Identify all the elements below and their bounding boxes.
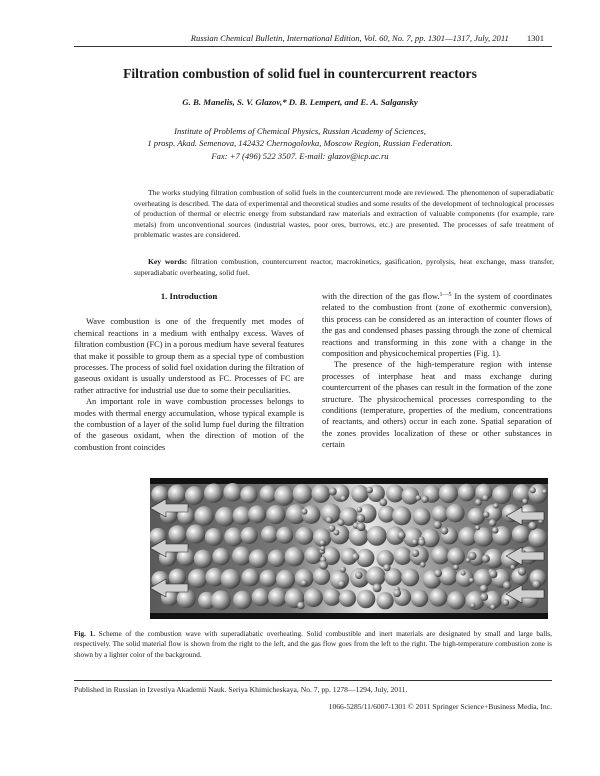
inert-ball bbox=[351, 485, 369, 503]
fuel-ball bbox=[416, 495, 421, 500]
keywords-text: filtration combustion, countercurrent reactor, macrokinetics, gasification, pyrolysis, heat exchange, mass transfer, superadiabatic overheating, solid fuel. bbox=[134, 257, 554, 277]
fuel-ball bbox=[379, 498, 387, 506]
fuel-ball bbox=[383, 564, 390, 571]
inert-ball bbox=[394, 547, 412, 565]
fuel-ball bbox=[518, 567, 526, 575]
right-column bbox=[322, 291, 552, 451]
fuel-ball bbox=[338, 519, 345, 526]
inert-ball bbox=[268, 588, 287, 607]
fuel-ball bbox=[480, 585, 488, 593]
fuel-ball bbox=[301, 508, 307, 514]
caption-text: Scheme of the combustion wave with superadiabatic overheating. Solid combustible and inert materials are designated by small and large balls, respectively. The solid material flow is shown from the right to the left, and the gas flow goes from the left to the right. The high-temperature combustion zone is shown by a lighter color of the background. bbox=[74, 629, 552, 659]
combustion-wave-figure bbox=[150, 476, 548, 621]
inert-ball bbox=[474, 527, 493, 546]
reactor-wall-top bbox=[150, 478, 548, 484]
reference-superscript: 1—5 bbox=[439, 292, 452, 298]
inert-ball bbox=[169, 569, 186, 586]
fuel-ball bbox=[434, 569, 442, 577]
footer-rule bbox=[74, 680, 552, 681]
fuel-ball bbox=[319, 540, 326, 547]
fuel-ball bbox=[490, 604, 495, 609]
fuel-ball bbox=[357, 522, 366, 531]
fuel-ball bbox=[510, 565, 515, 570]
fuel-ball bbox=[493, 503, 498, 508]
inert-ball bbox=[311, 484, 330, 503]
fuel-ball bbox=[475, 499, 482, 506]
inert-ball bbox=[240, 527, 257, 544]
fuel-ball bbox=[480, 593, 488, 601]
fuel-ball bbox=[355, 571, 363, 579]
inert-ball bbox=[268, 550, 286, 568]
inert-ball bbox=[276, 527, 293, 544]
fuel-ball bbox=[528, 522, 537, 531]
inert-ball bbox=[357, 590, 376, 609]
inert-ball bbox=[168, 525, 186, 543]
keywords-label: Key words: bbox=[148, 257, 188, 266]
fuel-ball bbox=[482, 555, 490, 563]
fuel-ball bbox=[393, 589, 401, 597]
fuel-ball bbox=[503, 599, 510, 606]
publication-note: Published in Russian in Izvestiya Akademii Nauk. Seriya Khimicheskaya, No. 7, pp. 1278—1294, July, 2011. bbox=[74, 685, 408, 694]
inert-ball bbox=[215, 507, 235, 527]
fuel-ball bbox=[301, 579, 308, 586]
paragraph: The presence of the high-temperature region with intense processes of interphase heat and mass exchange during countercurrent of the phases can result in the formation of the zone structure. The physicochemical processes corresponding to the conditions (temperature, properties of the medium, concentrations of reactants, and others) occur in each zone. Spatial separation of the zones provides localization of these or other substances in certain bbox=[322, 360, 552, 450]
fuel-ball bbox=[319, 561, 328, 570]
inert-ball bbox=[366, 567, 386, 587]
fuel-ball bbox=[470, 603, 475, 608]
inert-ball bbox=[186, 524, 205, 543]
section-heading: 1. Introduction bbox=[160, 291, 218, 301]
inert-ball bbox=[248, 505, 266, 523]
fuel-ball bbox=[341, 495, 347, 501]
fuel-ball bbox=[418, 539, 425, 546]
fuel-ball bbox=[421, 496, 428, 503]
inert-ball bbox=[211, 590, 231, 610]
inert-ball bbox=[204, 483, 223, 502]
inert-ball bbox=[458, 484, 476, 502]
inert-ball bbox=[313, 568, 330, 585]
fuel-ball bbox=[453, 564, 459, 570]
fuel-ball bbox=[357, 507, 363, 513]
inert-ball bbox=[205, 528, 223, 546]
inert-ball bbox=[401, 487, 419, 505]
inert-ball bbox=[221, 569, 241, 589]
inert-ball bbox=[304, 588, 323, 607]
inert-ball bbox=[305, 547, 322, 564]
inert-ball bbox=[266, 505, 285, 524]
inert-ball bbox=[429, 588, 447, 606]
fuel-ball bbox=[489, 519, 497, 527]
keywords bbox=[134, 257, 554, 278]
fuel-ball bbox=[397, 531, 405, 539]
inert-ball bbox=[293, 484, 313, 504]
fuel-ball bbox=[338, 580, 345, 587]
fuel-ball bbox=[433, 521, 441, 529]
journal-citation: Russian Chemical Bulletin, International Edition, Vol. 60, No. 7, pp. 1301—1317, July, 2011 bbox=[190, 33, 509, 43]
fuel-ball bbox=[373, 583, 382, 592]
fuel-ball bbox=[530, 487, 536, 493]
inert-ball bbox=[194, 550, 213, 569]
inert-ball bbox=[232, 546, 251, 565]
inert-ball bbox=[223, 483, 241, 501]
inert-ball bbox=[185, 486, 204, 505]
inert-ball bbox=[274, 486, 294, 506]
inert-ball bbox=[447, 548, 465, 566]
paragraph bbox=[322, 291, 552, 359]
paragraph: An important role in wave combustion processes belongs to modes with thermal energy accumulation, whose typical example is the combustion of a layer of the solid lump fuel during the filtration of the gaseous oxidant, when the direction of motion of the combustion front coincides bbox=[74, 397, 304, 452]
fuel-ball bbox=[352, 553, 359, 560]
fuel-ball bbox=[297, 602, 304, 609]
inert-ball bbox=[439, 484, 458, 503]
inert-ball bbox=[240, 486, 257, 503]
inert-ball bbox=[528, 528, 547, 547]
affiliation-line-3: Fax: +7 (496) 522 3507. E-mail: glazov@icp.ac.ru bbox=[211, 150, 389, 161]
fuel-ball bbox=[489, 570, 497, 578]
inert-ball bbox=[285, 547, 305, 567]
inert-ball bbox=[492, 485, 511, 504]
inert-ball bbox=[447, 591, 465, 609]
inert-ball bbox=[261, 526, 278, 543]
fuel-ball bbox=[356, 514, 365, 523]
article-title: Filtration combustion of solid fuel in countercurrent reactors bbox=[123, 66, 477, 81]
inert-ball bbox=[188, 569, 207, 588]
inert-ball bbox=[392, 506, 411, 525]
fuel-ball bbox=[475, 525, 480, 530]
inert-ball bbox=[446, 504, 465, 523]
fuel-ball bbox=[441, 527, 449, 535]
inert-ball bbox=[276, 570, 295, 589]
inert-ball bbox=[212, 548, 230, 566]
inert-ball bbox=[224, 527, 243, 546]
left-column bbox=[74, 291, 304, 453]
paragraph-text: In the system of coordinates related to the combustion front (zone of exothermic conversion), this process can be considered as an interaction of counter flows of the gas and condensed phases passing through the zone of chemical reactions and transforming in this zone with a change in the composition and physicochemical properties (Fig. 1). bbox=[322, 292, 552, 359]
paragraph-text: with the direction of the gas flow. bbox=[322, 292, 440, 301]
author-list: G. B. Manelis, S. V. Glazov,* D. B. Lempert, and E. A. Salgansky bbox=[182, 97, 418, 107]
page-number: 1301 bbox=[526, 33, 544, 43]
inert-ball bbox=[241, 568, 259, 586]
inert-ball bbox=[411, 590, 428, 607]
issn-copyright: 1066-5285/11/6007-1301 © 2011 Springer Science+Business Media, Inc. bbox=[328, 702, 552, 711]
inert-ball bbox=[194, 506, 214, 526]
inert-ball bbox=[439, 567, 457, 585]
inert-ball bbox=[376, 592, 393, 609]
inert-ball bbox=[252, 588, 270, 606]
fuel-ball bbox=[412, 549, 420, 557]
affiliation-line-1: Institute of Problems of Chemical Physics, Russian Academy of Sciences, bbox=[174, 126, 426, 136]
inert-ball bbox=[323, 588, 341, 606]
paragraph: Wave combustion is one of the frequently met modes of chemical reactions in a medium with enthalpy excess. Waves of filtration combustion (FC) in a porous medium have several features that make it possible to group them as a special type of combustion processes. The process of solid fuel oxidation during the filtration of gaseous oxidant is usually understood as FC. Processes of FC are rather attractive for industrial use due to some their peculiarities. bbox=[74, 317, 304, 395]
figure-caption bbox=[74, 629, 552, 660]
abstract: The works studying filtration combustion of solid fuels in the countercurrent mode are reviewed. The phenomenon of superadiabatic overheating is described. The data of experimental and theoretical studies and some results of the development of technological processes of production of thermal or electric energy from substandard raw materials and extraction of valuable components (for example, rare metals) from unconventional sources (industrial wastes, poor ores, burrows, etc.) are presented. The processes of safe treatment of problematic wastes are considered. bbox=[134, 188, 554, 239]
inert-ball bbox=[249, 549, 268, 568]
affiliation bbox=[60, 125, 540, 162]
fuel-ball bbox=[329, 488, 337, 496]
inert-ball bbox=[431, 546, 450, 565]
fuel-ball bbox=[532, 580, 541, 589]
fuel-ball bbox=[466, 558, 471, 563]
inert-ball bbox=[413, 508, 431, 526]
inert-ball bbox=[233, 591, 252, 610]
fuel-ball bbox=[366, 487, 373, 494]
fuel-ball bbox=[412, 539, 419, 546]
reactor-wall-bottom bbox=[150, 613, 548, 619]
inert-ball bbox=[295, 527, 313, 545]
fuel-ball bbox=[333, 530, 339, 536]
fuel-ball bbox=[420, 562, 426, 568]
inert-ball bbox=[513, 484, 531, 502]
fuel-ball bbox=[482, 495, 489, 502]
inert-ball bbox=[259, 485, 277, 503]
header-rule bbox=[74, 46, 552, 47]
fuel-ball bbox=[542, 489, 547, 494]
fuel-ball bbox=[320, 546, 325, 551]
inert-ball bbox=[512, 525, 530, 543]
fuel-ball bbox=[469, 578, 474, 583]
inert-ball bbox=[386, 484, 404, 502]
inert-ball bbox=[260, 570, 277, 587]
fuel-ball bbox=[340, 566, 346, 572]
inert-ball bbox=[468, 508, 485, 525]
inert-ball bbox=[367, 526, 387, 546]
running-head bbox=[74, 33, 544, 43]
inert-ball bbox=[339, 590, 356, 607]
caption-label: Fig. 1. bbox=[74, 629, 96, 638]
fuel-ball bbox=[492, 527, 499, 534]
fuel-ball bbox=[483, 511, 489, 517]
fuel-ball bbox=[326, 516, 333, 523]
inert-ball bbox=[168, 485, 187, 504]
fuel-ball bbox=[503, 581, 511, 589]
fuel-ball bbox=[522, 498, 528, 504]
inert-ball bbox=[401, 568, 419, 586]
affiliation-line-2: 1 prosp. Akad. Semenova, 142432 Chernogolovka, Moscow Region, Russian Federation. bbox=[147, 138, 453, 149]
fuel-ball bbox=[461, 571, 466, 576]
